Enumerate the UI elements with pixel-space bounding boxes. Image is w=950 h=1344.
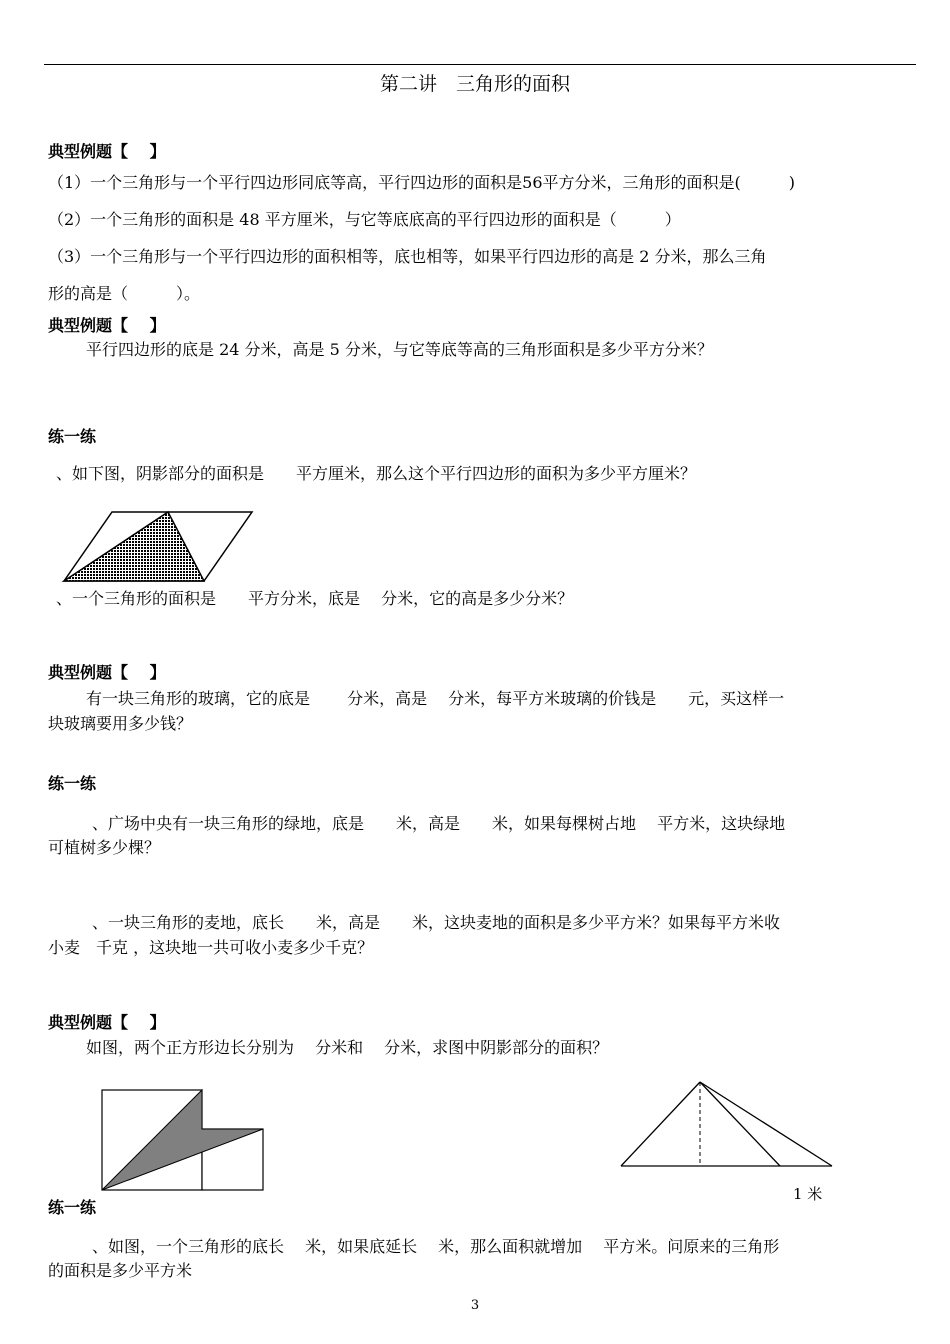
- practice-label-1: 练一练: [48, 427, 97, 446]
- example-3-line1: 有一块三角形的玻璃，它的底是 分米，高是 分米，每平方米玻璃的价钱是 元，买这样一: [86, 689, 785, 708]
- practice-1-item-2: 、一个三角形的面积是 平方分米，底是 分米，它的高是多少分米？: [56, 589, 574, 608]
- page-number: 3: [470, 1298, 480, 1313]
- example-label-1: 典型例题【 】: [48, 142, 166, 161]
- example-2-text: 平行四边形的底是 24 分米，高是 5 分米，与它等底等高的三角形面积是多少平方分米？: [86, 340, 713, 359]
- left-side: [621, 1082, 700, 1166]
- example-3-line2: 块玻璃要用多少钱？: [48, 714, 193, 733]
- practice-3-line1: 、如图，一个三角形的底长 米，如果底延长 米，那么面积就增加 平方米。问原来的三角形: [92, 1237, 780, 1256]
- extension-label: 1 米: [793, 1185, 823, 1203]
- parallelogram-figure: [60, 508, 260, 586]
- original-right-side: [700, 1082, 780, 1166]
- header-rule: [44, 64, 916, 65]
- practice-label-3: 练一练: [48, 1198, 97, 1217]
- example-label-4: 典型例题【 】: [48, 1013, 166, 1032]
- practice-2-item-1-line1: 、广场中央有一块三角形的绿地，底是 米，高是 米，如果每棵树占地 平方米，这块绿地: [92, 814, 786, 833]
- practice-1-item-1: 、如下图，阴影部分的面积是 平方厘米，那么这个平行四边形的面积为多少平方厘米？: [56, 464, 697, 483]
- practice-3-line2: 的面积是多少平方米: [48, 1261, 193, 1280]
- question-1: （1）一个三角形与一个平行四边形同底等高，平行四边形的面积是56平方分米，三角形的面积是( ): [48, 173, 796, 192]
- page-title: 第二讲 三角形的面积: [379, 73, 570, 95]
- example-label-2: 典型例题【 】: [48, 316, 166, 335]
- practice-2-item-1-line2: 可植树多少棵？: [48, 838, 161, 857]
- question-3-line1: （3）一个三角形与一个平行四边形的面积相等，底也相等，如果平行四边形的高是 2 分米，那么三角: [48, 247, 767, 266]
- extended-right-side: [700, 1082, 832, 1166]
- two-squares-figure: [100, 1088, 266, 1192]
- question-3-line2: 形的高是（ ）。: [48, 284, 201, 303]
- triangle-extension-figure: [618, 1078, 836, 1170]
- question-2: （2）一个三角形的面积是 48 平方厘米，与它等底底高的平行四边形的面积是（ ）: [48, 210, 681, 229]
- example-label-3: 典型例题【 】: [48, 663, 166, 682]
- example-4-text: 如图，两个正方形边长分别为 分米和 分米，求图中阴影部分的面积？: [86, 1038, 609, 1057]
- practice-2-item-2-line2: 小麦 千克 ，这块地一共可收小麦多少千克？: [48, 938, 374, 957]
- practice-2-item-2-line1: 、一块三角形的麦地，底长 米，高是 米，这块麦地的面积是多少平方米？如果每平方米收: [92, 913, 781, 932]
- practice-label-2: 练一练: [48, 774, 97, 793]
